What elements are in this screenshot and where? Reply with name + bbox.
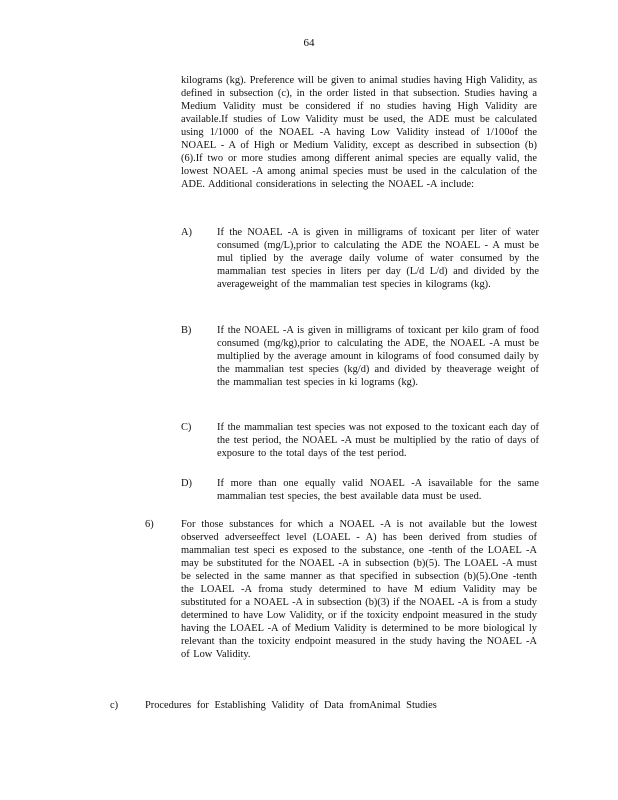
- item-a-text: If the NOAEL -A is given in milligrams of toxicant per liter of water consumed (mg/L),prior to calculating the ADE the NOAEL - A must be mul tiplied by the average daily volume of water consumed by the mammalian test species in liters per day (L/d L/d) and divided by the averageweight of the mammalian test species in kilograms (kg).: [217, 227, 539, 290]
- page-number: 64: [303, 37, 315, 49]
- section-c-title: Procedures for Establishing Validity of Data fromAnimal Studies: [145, 700, 437, 711]
- section-c-label: c): [110, 700, 119, 711]
- item-d-label: D): [181, 478, 192, 489]
- item-c-label: C): [181, 422, 192, 433]
- item-c-text: If the mammalian test species was not exposed to the toxicant each day of the test period, the NOAEL -A must be multiplied by the ratio of days of exposure to the total days of the test period.: [217, 422, 539, 459]
- subsection-6-text: For those substances for which a NOAEL -A is not available but the lowest observed adverseeffect level (LOAEL - A) has been derived from studies of mammalian test speci es exposed to the substance, one -tenth of the LOAEL -A may be substituted for the NOAEL -A in subsection (b)(5). The LOAEL -A must be selected in the same manner as that specified in subsection (b)(5).One -tenth the LOAEL -A froma study determined to have M edium Validity may be substituted for a NOAEL -A in subsection (b)(3) if the NOAEL -A is from a study determined to have Low Validity, or if the toxicity endpoint measured in the study having the LOAEL -A of Medium Validity is determined to be more biological ly relevant than the toxicity endpoint measured in the study having the NOAEL -A of Low Validity.: [181, 519, 537, 660]
- item-b-text: If the NOAEL -A is given in milligrams of toxicant per kilo gram of food consumed (mg/kg),prior to calculating the ADE, the NOAEL -A must be multiplied by the average amount in kilograms of food consumed daily by the mammalian test species (kg/d) and divided by theaverage weight of the mammalian test species in ki lograms (kg).: [217, 325, 539, 388]
- item-d-text: If more than one equally valid NOAEL -A isavailable for the same mammalian test species, the best available data must be used.: [217, 478, 539, 502]
- item-b-label: B): [181, 325, 192, 336]
- subsection-6-label: 6): [145, 519, 154, 530]
- item-a-label: A): [181, 227, 192, 238]
- intro-paragraph: kilograms (kg). Preference will be given to animal studies having High Validity, as defined in subsection (c), in the order listed in that subsection. Studies having a Medium Validity must be considered if no studies having High Validity are available.If studies of Low Validity must be used, the ADE must be calculated using 1/1000 of the NOAEL -A having Low Validity instead of 1/100of the NOAEL - A of High or Medium Validity, except as described in subsection (b)(6).If two or more studies among different animal species are equally valid, the lowest NOAEL -A among animal species must be used in the calculation of the ADE. Additional considerations in selecting the NOAEL -A include:: [181, 75, 537, 190]
